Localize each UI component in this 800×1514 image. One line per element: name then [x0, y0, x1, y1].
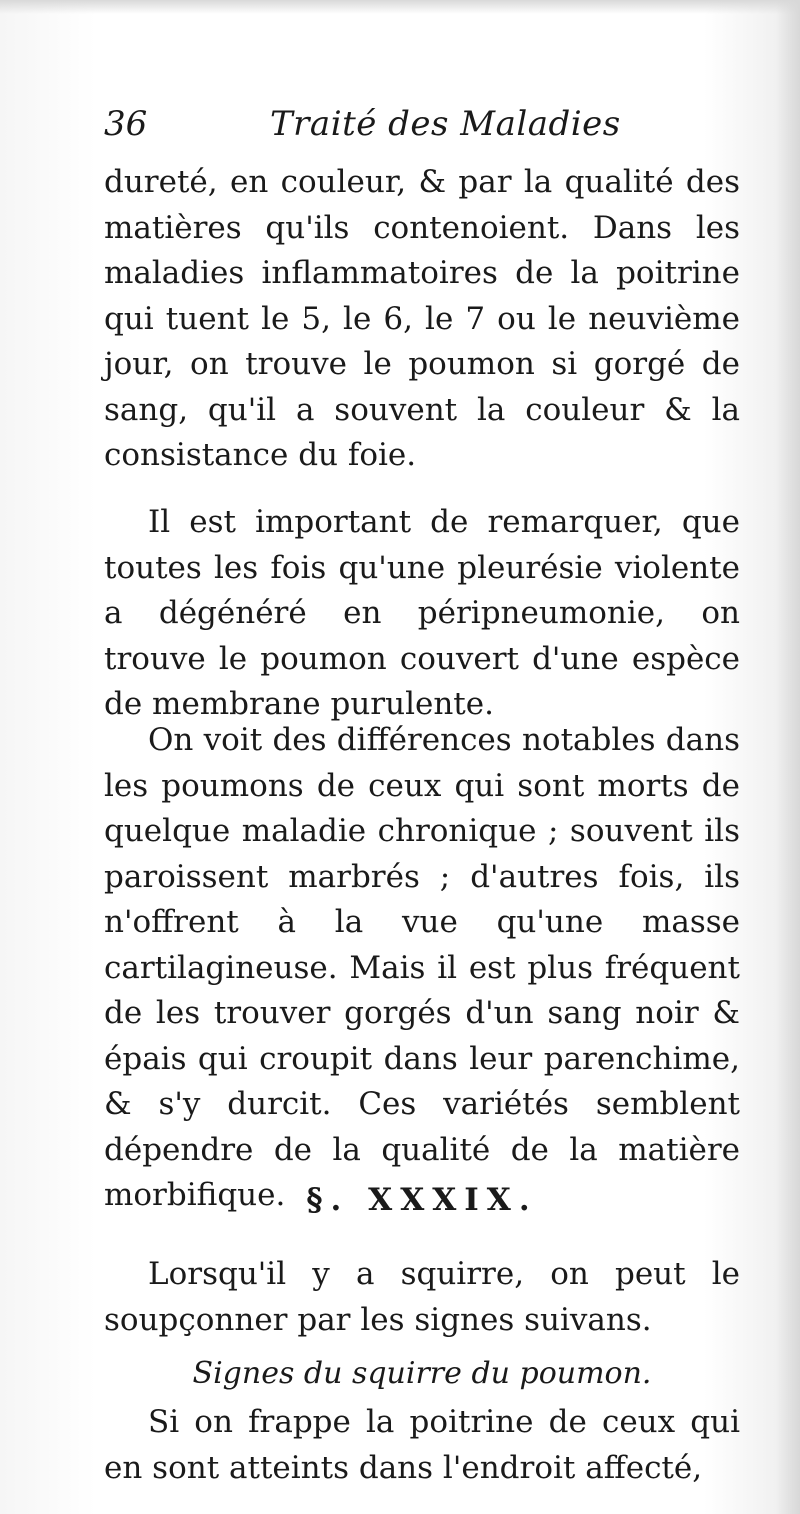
page-top-shadow [0, 0, 800, 14]
section-text-paragraph: Si on frappe la poitrine de ceux qui en sont atteints dans l'endroit affecté, [104, 1404, 740, 1486]
paragraph-differences: On voit des différences notables dans les poumons de ceux qui sont morts de quelque maladie chronique ; souvent ils paroissent marbrés ; d'autres fois, ils n'offrent à la vue qu'une masse cartilagineuse. Mais il est plus fréquent de les trouver gorgés d'un sang noir & épais qui croupit dans leur parenchime, & s'y durcit. Ces variétés semblent dépendre de la qualité de la matière morbifique. [104, 722, 740, 1213]
running-head: Traité des Maladies [270, 104, 621, 144]
paragraph-continued: dureté, en couleur, & par la qualité des matières qu'ils contenoient. Dans les maladies inflammatoires de la poitrine qui tuent le 5, le 6, le 7 ou le neuvième jour, on trouve le poumon si gorgé de sang, qu'il a souvent la couleur & la consistance du foie. [104, 164, 740, 473]
page-header [104, 100, 764, 156]
paragraph-pleuresie: Il est important de remarquer, que toutes les fois qu'une pleurésie violente a dégénéré en péripneumonie, on trouve le poumon couvert d'une espèce de membrane purulente. [104, 504, 740, 722]
section-heading: §. XXXIX. [306, 1182, 538, 1218]
sub-heading: Signes du squirre du poumon. [192, 1356, 652, 1391]
page-gutter-shadow [776, 0, 800, 1514]
section-intro-paragraph: Lorsqu'il y a squirre, on peut le soupçonner par les signes suivans. [104, 1256, 740, 1338]
page-number: 36 [104, 104, 148, 144]
